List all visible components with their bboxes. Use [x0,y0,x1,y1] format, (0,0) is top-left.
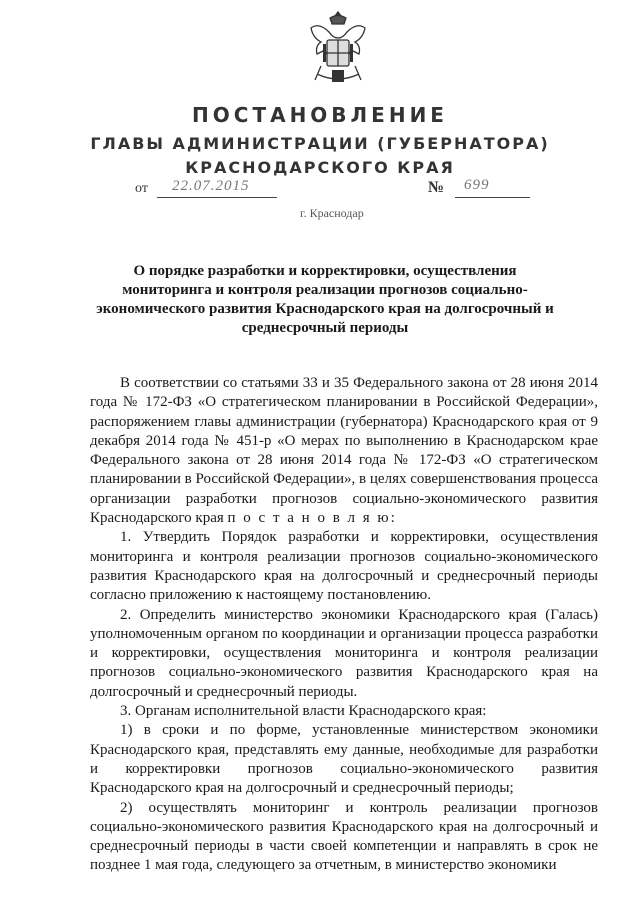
subitem-paragraph-1: 1) в сроки и по форме, установленные министерством экономики Краснодарского края, представлять ему данные, необходимые для разработки и корректировки прогнозов социально-экономического развития Краснодарского края на долгосрочный и среднесрочный периоды; [90,722,598,797]
item-paragraph-3: 3. Органам исполнительной власти Краснодарского края: [120,703,487,720]
item-paragraph-1: 1. Утвердить Порядок разработки и корректировки, осуществления мониторинга и контроля реализации прогнозов социально-экономического развития Краснодарского края на долгосрочный и среднесрочный периоды согласно приложению к настоящему постановлению. [90,529,598,604]
number-value: 699 [464,177,490,193]
number-label: № [428,179,445,196]
number-underline [455,197,530,198]
document-body [90,374,598,876]
item-paragraph-2: 2. Определить министерство экономики Краснодарского края (Галась) уполномоченным органом по координации и организации процесса разработки и корректировки, осуществления мониторинга и контроля реализации прогнозов социально-экономического развития Краснодарского края на долгосрочный и среднесрочный периоды. [90,606,598,700]
region-heading: КРАСНОДАРСКОГО КРАЯ [185,158,455,177]
coat-of-arms-emblem [303,8,373,90]
date-value: 22.07.2015 [172,178,250,194]
issuer-heading: ГЛАВЫ АДМИНИСТРАЦИИ (ГУБЕРНАТОРА) [90,134,550,153]
preamble-paragraph [90,374,598,528]
decree-word: п о с т а н о в л я ю: [227,510,397,527]
subitem-paragraph-2: 2) осуществлять мониторинг и контроль реализации прогнозов социально-экономического развития Краснодарского края на долгосрочный и среднесрочный периоды в части своей компетенции и направлять в срок не позднее 1 мая года, следующего за отчетным, в министерство экономики [90,799,598,874]
document-type-heading: ПОСТАНОВЛЕНИЕ [192,103,448,127]
date-underline [157,197,277,198]
date-label: от [135,181,148,196]
city-label: г. Краснодар [300,206,364,220]
document-title: О порядке разработки и корректировки, осуществления мониторинга и контроля реализации прогнозов социально-экономического развития Краснодарского края на долгосрочный и среднесрочный периоды [96,263,554,336]
preamble-text: В соответствии со статьями 33 и 35 Федерального закона от 28 июня 2014 года № 172-ФЗ «О стратегическом планировании в Российской Федерации», распоряжением главы администрации (губернатора) Краснодарского края от 9 декабря 2014 года № 451-р «О мерах по выполнению в Краснодарском крае Федерального закона от 28 июня 2014 года № 172-ФЗ «О стратегическом планировании в Российской Федерации», в целях совершенствования процесса организации разработки прогнозов социально-экономического развития Краснодарского края [90,375,598,527]
